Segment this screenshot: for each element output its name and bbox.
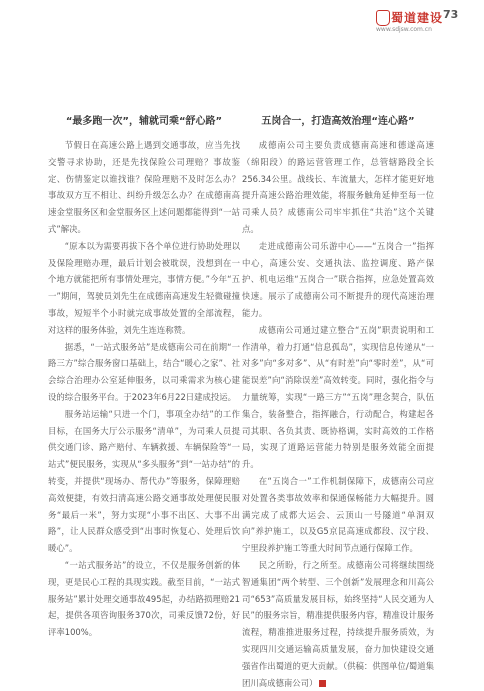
left-column [48, 112, 240, 641]
page-header [0, 0, 484, 52]
paragraph: “一站式服务站”的设立，不仅是服务创新的体现，更是民心工程的具现实践。截至目前，“一站式服务站”累计处理交通事故495起，办结路损理赔21起，提供各项咨询服务370次，司乘反馈72份，好评率100%。 [48, 559, 240, 638]
paragraph: 成德南公司通过建立整合“五岗”职责说明和工作清单，着力打通“信息孤岛”，实现信息传递从“一对多”向“多对多”、从“有时差”向“零时差”，从“可能误差”向“消除误差”高效转变。同时，强化指令与力量统筹，实现“一路三方”“五岗”理念契合，队伍集合，装备整合，指挥融合，行动配合，构建起各司其职、各负其责、既协格调，实时高效的工作格局，实现了道路运营能力特别是服务效能全面提升。 [242, 324, 434, 470]
paragraph: “原本以为需要再拔下各个单位进行协助处理以及保险理赔办理，最后计划会被耽误，没想到在一个地方就能把所有事情处理完，事情方便。”今年“五一”期间，驾驶员刘先生在成德南高速发生轻微碰撞事故，短短半个小时就完成事故处置的全部流程，对这样的服务体验，刘先生连连称赞。 [48, 240, 240, 335]
paragraph: 在“五岗合一”工作机制保障下，成德南公司应对处置各类事故效率和保通保畅能力大幅提升。圆满完成了成都大运会、云顶山一号隧道“单洞双向”养护施工，以及G5京昆高速成都段、汉宁段、宁里段养护施工等重大时间节点通行保障工作。 [242, 475, 434, 554]
section-title: 五岗合一，打造高效治理“连心路” [261, 116, 415, 127]
magazine-logo: 蜀道建设 [391, 11, 444, 25]
page-number: 73 [443, 8, 459, 21]
logo-seal-icon [376, 10, 390, 26]
paragraph-final [242, 557, 434, 691]
paragraph-text: 民之所盼，行之所至。成德南公司将继续围绕智通集团“两个转型、三个创新”发展理念和川高公司“653”高质量发展目标，始终坚持“人民交通为人民”的服务宗旨，精准提供服务内容，精准设计服务流程，精准推进服务过程，持续提升服务质效，为实现四川交通运输高质量发展，奋力加快建设交通强省作出蜀道的更大贡献。（供稿：供图单位/蜀道集团川高成德南公司） [242, 559, 434, 688]
paragraph: 成德南公司主要负责成德南高速和德遂高速（绵阳段）的路运营管理工作，总管辖路段全长256.34公里。战线长、车流量大，怎样才能更好地提升高速公路治理效能，将服务触角延伸至每一位司乘人员？成德南公司牢牢抓住“共治”这个关键点。 [242, 140, 434, 234]
right-column [242, 112, 434, 691]
paragraph: 据悉，“一站式服务站”是成德南公司在前期“一路三方”综合服务窗口基础上，结合“暖心之家”、社会综合治理办公室延伸服务，以司乘需求为核心建设的综合服务平台。于2023年6月22日建成投运。 [48, 341, 240, 402]
end-mark-icon [319, 680, 326, 687]
paragraph: 节假日在高速公路上遇到交通事故，应当先找交警寻求协助，还是先找保险公司理赔？事故鉴定、伤情鉴定以谁找谁？保险理赔不及时怎么办？事故双方互不相让、纠纷升级怎么办？在成德南高速金堂服务区和金堂服务区上述问题都能得到“一站式”解决。 [48, 140, 240, 234]
paragraph: 服务站运输“只进一个门，事项全办结”的工作目标，在国务大厅公示服务“清单”，为司乘人员提供交通门诊、路产赔付、车辆救援、车辆保险等“一站式”便民服务，实现从“多头服务”到“一站办结”的转变，并提供“现场办、帮代办”等服务，保障理赔高效便捷，有效扫清高速公路交通事故处理便民服务“最后一米”，努力实现“小事不出区、大事不出路”，让人民群众感受到“出事时恢复心、处理后饮暖心”。 [48, 408, 240, 554]
paragraph: 走进成德南公司乐游中心——“五岗合一”指挥中心，高速公安、交通执法、监控调度、路产保护、机电运维“五岗合一”联合指挥，应急处置高效快速。展示了成德南公司不断提升的现代高速治理能力。 [242, 240, 434, 318]
section-title: “最多跑一次”，辅就司乘“舒心路” [65, 116, 223, 127]
site-url: www.sdjsw.com.cn [376, 26, 432, 33]
